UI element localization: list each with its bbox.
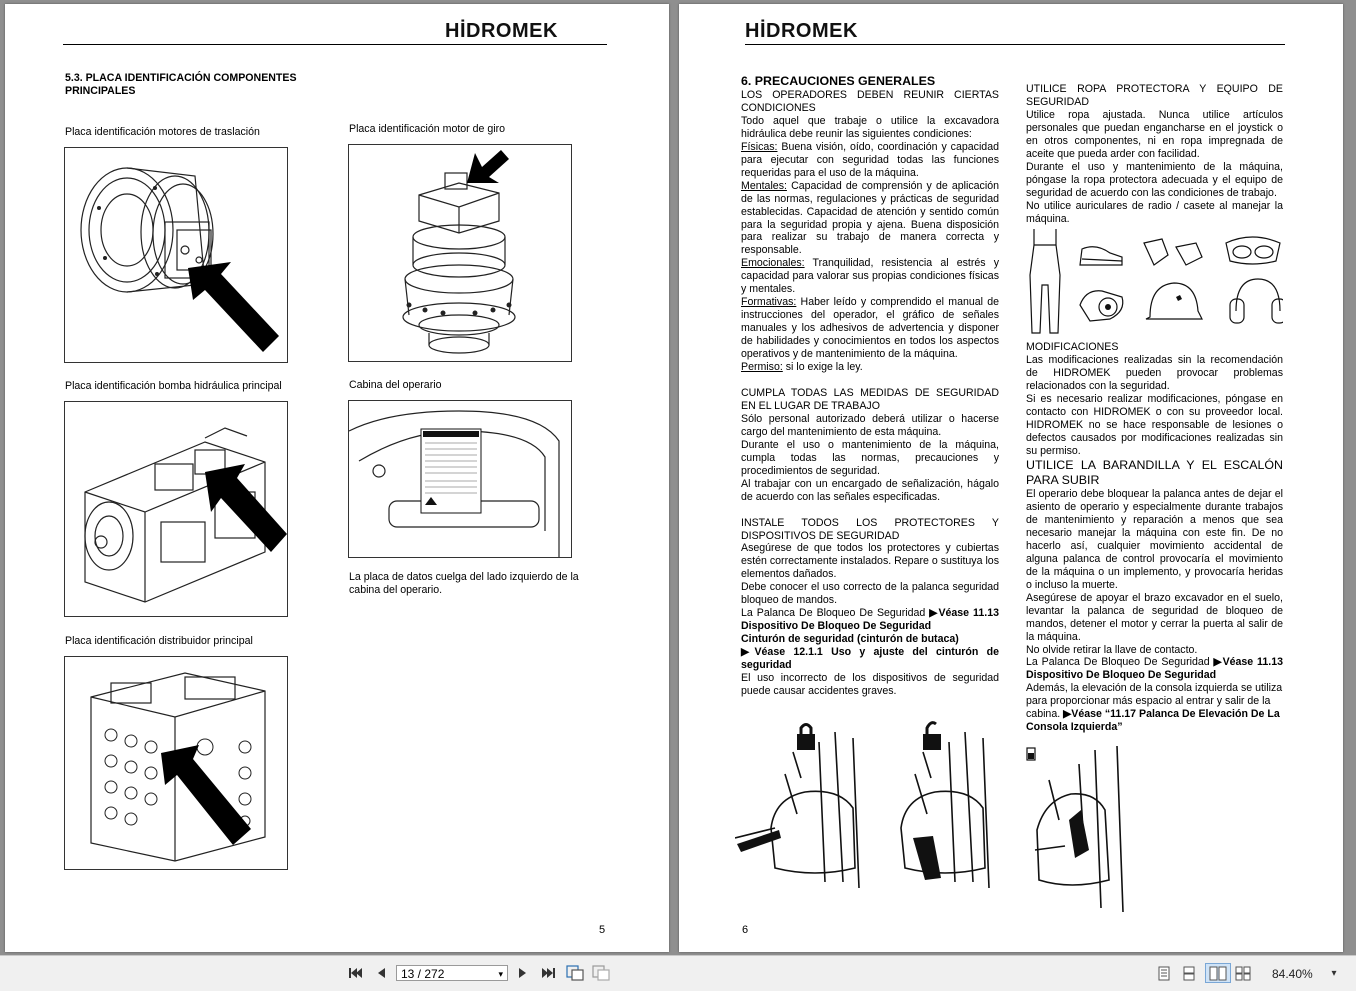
two-page-icon <box>1209 966 1227 981</box>
first-page-button[interactable] <box>348 964 364 982</box>
chevron-down-icon: ▾ <box>1331 967 1337 979</box>
chapter-title: 6. PRECAUCIONES GENERALES <box>741 74 936 88</box>
zoom-dropdown-button[interactable] <box>1328 964 1340 982</box>
text-column-1 <box>741 74 999 698</box>
go-forward-view-button[interactable] <box>592 964 610 982</box>
cabin-illustration <box>349 401 571 557</box>
brand-logo: HİDROMEK <box>745 20 858 42</box>
paragraph: Mentales: Capacidad de comprensión y de aplicación de las normas, regulaciones y prácticas de seguridad establecidas. Capacidad de atención y sentido común para la seguridad propia y ajena. Buena disposición para realizar su trabajo de manera correcta y responsable. <box>741 179 999 257</box>
cross-reference-link[interactable]: ▶Véase 12.1.1 Uso y ajuste del cinturón de seguridad <box>741 646 999 672</box>
paragraph: Físicas: Buena visión, oído, coordinación y capacidad para ejecutar con seguridad todas las funciones requeridas para el uso de la máquina. <box>741 140 999 179</box>
hydraulic-pump-illustration <box>65 402 287 616</box>
caption-cabin: Cabina del operario <box>349 379 442 391</box>
brand-logo: HİDROMEK <box>445 20 558 42</box>
cross-reference-link[interactable]: ▶Véase 11.13 Dispositivo De Bloqueo De Seguridad <box>1026 656 1283 682</box>
page-number-field[interactable] <box>396 965 508 981</box>
paragraph: Utilice ropa ajustada. Nunca utilice artículos personales que puedan engancharse en el joystick o en otros componentes, ni en ropa impregnada de aceite que pueda arder con facilidad. <box>1026 108 1283 160</box>
paragraph: Cinturón de seguridad (cinturón de butaca) <box>741 633 959 646</box>
paragraph: Durante el uso y mantenimiento de la máquina, póngase la ropa protectora adecuada y el equipo de seguridad de acuerdo con las condiciones de trabajo. <box>1026 160 1283 199</box>
heading-protectors: INSTALE TODOS LOS PROTECTORES Y DISPOSITIVOS DE SEGURIDAD <box>741 516 999 542</box>
cross-reference-link[interactable]: ▶Véase “11.17 Palanca De Elevación De La Consola Izquierda” <box>1026 708 1280 734</box>
paragraph: El operario debe bloquear la palanca antes de dejar el asiento de operario y especialmente durante trabajos de mantenimiento y reparación a menos que sea necesario manejar la máquina con este fin. De no hacerlo así, cualquier movimiento accidental de alguna palanca de control provocaría el movimiento de la máquina o un implemento, y provocaría heridas o incluso la muerte. <box>1026 488 1283 591</box>
single-page-view-button[interactable] <box>1156 964 1172 982</box>
paragraph: El uso incorrecto de los dispositivos de seguridad puede causar accidentes graves. <box>741 671 999 697</box>
two-page-continuous-view-button[interactable] <box>1234 964 1252 982</box>
header-rule <box>745 44 1285 45</box>
paragraph: Si es necesario realizar modificaciones, póngase en contacto con HIDROMEK o con su proveedor local. HIDROMEK no se hace responsable de lesiones o defectos causados por modificaciones realizadas sin su permiso. <box>1026 393 1283 458</box>
two-page-view-button[interactable] <box>1205 963 1231 983</box>
paragraph: Permiso: si lo exige la ley. <box>741 361 863 374</box>
single-page-icon <box>1158 966 1170 981</box>
ppe-illustration <box>1026 225 1283 341</box>
figure-travel-motor <box>64 147 288 363</box>
caption-travel-motor: Placa identificación motores de traslación <box>65 126 260 138</box>
cross-reference-link[interactable]: ▶Véase 11.13 Dispositivo De Bloqueo De Seguridad <box>741 607 999 633</box>
heading-protective-clothing: UTILICE ROPA PROTECTORA Y EQUIPO DE SEGURIDAD <box>1026 83 1283 108</box>
paragraph: Además, la elevación de la consola izquierda se utiliza para proporcionar más espacio al entrar y salir de la cabina. ▶Véase “11.17 Palanca De Elevación De La Consola Izquierda” <box>1026 682 1283 734</box>
page-number-value: 13 / 272 <box>401 967 445 981</box>
travel-motor-illustration <box>65 148 287 362</box>
caption-swing-motor: Placa identificación motor de giro <box>349 123 506 135</box>
paragraph: Emocionales: Tranquilidad, resistencia al estrés y capacidad para valorar sus propias condiciones físicas y mentales. <box>741 257 999 296</box>
header-rule <box>63 44 607 45</box>
paragraph: Todo aquel que trabaje o utilice la excavadora hidráulica debe reunir las siguientes condiciones: <box>741 114 999 140</box>
paragraph: No olvide retirar la llave de contacto. <box>1026 643 1198 656</box>
next-view-icon <box>592 965 610 981</box>
lock-lever-illustrations <box>735 718 1005 894</box>
previous-page-button[interactable] <box>374 964 388 982</box>
go-back-view-button[interactable] <box>566 964 584 982</box>
console-lift-illustration <box>1025 740 1145 916</box>
heading-handrail: UTILICE LA BARANDILLA Y EL ESCALÓN PARA SUBIR <box>1026 458 1283 488</box>
paragraph: Las modificaciones realizadas sin la recomendación de HIDROMEK pueden provocar problemas relacionados con la seguridad. <box>1026 354 1283 393</box>
zoom-level[interactable]: 84.40% <box>1272 967 1313 981</box>
cabin-note: La placa de datos cuelga del lado izquierdo de la cabina del operario. <box>349 571 579 596</box>
page-number: 5 <box>599 924 606 936</box>
caption-distributor: Placa identificación distribuidor principal <box>65 635 253 647</box>
paragraph: Debe conocer el uso correcto de la palanca seguridad bloqueo de mandos. <box>741 581 999 607</box>
last-page-button[interactable] <box>540 964 556 982</box>
paragraph: Al trabajar con un encargado de señalización, hágalo de acuerdo con las señales especificadas. <box>741 477 999 503</box>
dropdown-chevron-icon[interactable]: ▾ <box>498 969 503 979</box>
figure-distributor <box>64 656 288 870</box>
paragraph: No utilice auriculares de radio / casete al manejar la máquina. <box>1026 199 1283 225</box>
paragraph: La Palanca De Bloqueo De Seguridad ▶Véase 11.13 Dispositivo De Bloqueo De Seguridad <box>741 607 999 633</box>
right-page <box>679 4 1343 952</box>
figure-hydraulic-pump <box>64 401 288 617</box>
first-page-icon <box>349 967 363 979</box>
ppe-illustration-area <box>1026 225 1283 341</box>
last-page-icon <box>541 967 555 979</box>
figure-swing-motor <box>348 144 572 362</box>
heading-workplace-safety: CUMPLA TODAS LAS MEDIDAS DE SEGURIDAD EN EL LUGAR DE TRABAJO <box>741 386 999 412</box>
heading-operator-conditions: LOS OPERADORES DEBEN REUNIR CIERTAS CONDICIONES <box>741 89 999 114</box>
next-page-button[interactable] <box>516 964 530 982</box>
previous-page-icon <box>376 967 386 979</box>
paragraph: Sólo personal autorizado deberá utilizar o hacerse cargo del mantenimiento de esta máquina. <box>741 412 999 438</box>
section-title: 5.3. PLACA IDENTIFICACIÓN COMPONENTES PRINCIPALES <box>65 72 297 97</box>
paragraph: La Palanca De Bloqueo De Seguridad ▶Véase 11.13 Dispositivo De Bloqueo De Seguridad <box>1026 656 1283 682</box>
figure-cabin <box>348 400 572 558</box>
previous-view-icon <box>566 965 584 981</box>
page-number: 6 <box>742 924 749 936</box>
text-column-2 <box>1026 83 1283 734</box>
paragraph: Durante el uso o mantenimiento de la máquina, cumpla todas las normas, precauciones y procedimientos de seguridad. <box>741 438 999 477</box>
two-page-continuous-icon <box>1235 966 1251 981</box>
paragraph: Asegúrese de que todos los protectores y cubiertas estén correctamente instalados. Repare o sustituya los elementos dañados. <box>741 542 999 581</box>
viewer-toolbar <box>0 955 1356 991</box>
next-page-icon <box>518 967 528 979</box>
heading-modifications: MODIFICACIONES <box>1026 341 1119 354</box>
swing-motor-illustration <box>349 145 571 361</box>
continuous-view-button[interactable] <box>1180 964 1198 982</box>
continuous-page-icon <box>1183 966 1195 981</box>
left-page <box>5 4 669 952</box>
caption-hydraulic-pump: Placa identificación bomba hidráulica principal <box>65 380 282 392</box>
paragraph: Asegúrese de apoyar el brazo excavador en el suelo, levantar la palanca de seguridad de bloqueo de mandos, detener el motor y cerrar la puerta al salir de la máquina. <box>1026 591 1283 643</box>
paragraph: Formativas: Haber leído y comprendido el manual de instrucciones del operador, el gráfico de señales manuales y los adhesivos de advertencia y disponer de habilidades y conocimientos en todos los aspectos operativos y de mantenimiento de la máquina. <box>741 296 999 361</box>
distributor-illustration <box>65 657 287 869</box>
